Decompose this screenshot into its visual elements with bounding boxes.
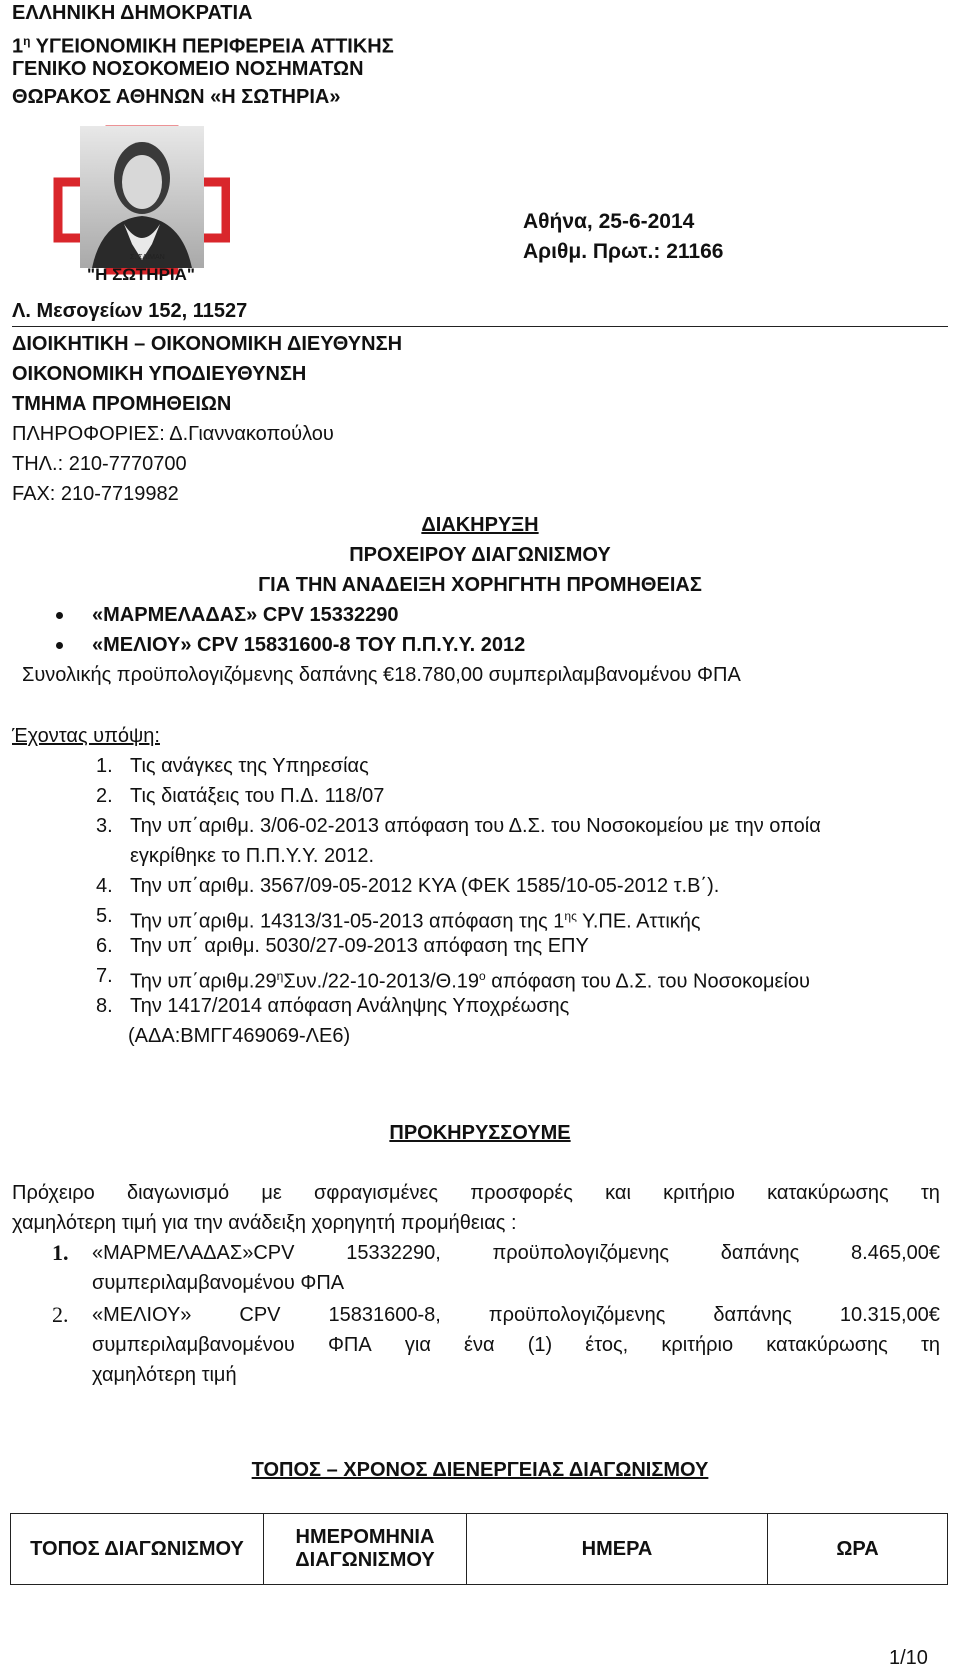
address-tel: ΤΗΛ.: 210-7770700 (12, 453, 187, 475)
word: συμπεριλαμβανομένου (92, 1334, 295, 1356)
word: για (404, 1334, 431, 1356)
word: «ΜΑΡΜΕΛΑΔΑΣ»CPV (92, 1242, 295, 1264)
proclaim-heading: ΠΡΟΚΗΡΥΣΣΟΥΜΕ (389, 1122, 571, 1144)
page-number: 1/10 (889, 1647, 928, 1669)
list-item: Την υπ΄ αριθμ. 5030/27-09-2013 απόφαση της ΕΠΥ (130, 935, 589, 957)
list-item-text: Την υπ΄αριθμ.29 (130, 970, 277, 993)
list-item-sup: η (276, 969, 284, 983)
word: ΦΠΑ (327, 1334, 372, 1356)
proclaim-intro-line-2: χαμηλότερη τιμή για την ανάδειξη χορηγητή προμήθειας : (12, 1212, 517, 1234)
list-item-num: 4. (96, 875, 113, 897)
address-info: ΠΛΗΡΟΦΟΡΙΕΣ: Δ.Γιαννακοπούλου (12, 423, 334, 445)
proclaim-item-2-num: 2. (52, 1302, 69, 1327)
proclaim-item-1-num: 1. (52, 1240, 69, 1265)
total-budget: Συνολικής προϋπολογιζόμενης δαπάνης €18.780,00 συμπεριλαμβανομένου ΦΠΑ (22, 664, 741, 686)
list-item-text: απόφαση του Δ.Σ. του Νοσοκομείου (485, 970, 810, 993)
list-item-num: 5. (96, 905, 113, 927)
word: 15831600-8, (328, 1304, 441, 1326)
address-dept-2: ΟΙΚΟΝΟΜΙΚΗ ΥΠΟΔΙΕΥΘΥΝΣΗ (12, 363, 307, 385)
logo-caption: "Η ΣΩΤΗΡΙΑ" (87, 265, 195, 284)
header-line-3: ΓΕΝΙΚΟ ΝΟΣΟΚΟΜΕΙΟ ΝΟΣΗΜΑΤΩΝ (12, 58, 364, 80)
address-fax: FAX: 210-7719982 (12, 483, 179, 505)
word: έτος, (585, 1334, 629, 1356)
word: CPV (239, 1304, 281, 1326)
list-item-num: 7. (96, 965, 113, 987)
list-item-num: 2. (96, 785, 113, 807)
document-date: Αθήνα, 25-6-2014 (523, 210, 695, 233)
header-ordinal-sup: η (23, 34, 31, 48)
title-subtitle-2: ΓΙΑ ΤΗΝ ΑΝΑΔΕΙΞΗ ΧΟΡΗΓΗΤΗ ΠΡΟΜΗΘΕΙΑΣ (258, 574, 702, 596)
word: με (261, 1182, 282, 1204)
word: τη (920, 1182, 940, 1204)
list-item-sup: ο (479, 969, 486, 983)
word: προσφορές (470, 1182, 573, 1204)
word: Πρόχειρο (12, 1182, 95, 1204)
venue-heading: ΤΟΠΟΣ – ΧΡΟΝΟΣ ΔΙΕΝΕΡΓΕΙΑΣ ΔΙΑΓΩΝΙΣΜΟΥ (251, 1459, 709, 1481)
header-divider (12, 326, 948, 327)
list-item-text: Συν./22-10-2013/Θ.19 (283, 970, 479, 993)
list-item-continuation: (ΑΔΑ:ΒΜΓΓ469069-ΛΕ6) (128, 1025, 351, 1047)
list-item-num: 1. (96, 755, 113, 777)
address-street: Λ. Μεσογείων 152, 11527 (12, 300, 248, 322)
list-item-continuation: εγκρίθηκε το Π.Π.Υ.Υ. 2012. (130, 845, 375, 867)
proclaim-item-1-line-2: συμπεριλαμβανομένου ΦΠΑ (92, 1272, 345, 1294)
considering-heading: Έχοντας υπόψη: (12, 725, 160, 747)
word: κριτήριο (661, 1334, 734, 1356)
address-dept-3: ΤΜΗΜΑ ΠΡΟΜΗΘΕΙΩΝ (12, 393, 232, 415)
column-header-time: ΩΡΑ (768, 1514, 948, 1585)
proclaim-item-1-line-1 (92, 1238, 940, 1268)
word: κριτήριο (663, 1182, 735, 1204)
header-ordinal: 1 (12, 35, 24, 58)
list-item-text: Υ.ΠΕ. Αττικής (576, 910, 701, 933)
column-header-venue: ΤΟΠΟΣ ΔΙΑΓΩΝΙΣΜΟΥ (11, 1514, 264, 1585)
word: 15332290, (346, 1242, 441, 1264)
word: (1) (527, 1334, 553, 1356)
list-item: Την υπ΄αριθμ. 3/06-02-2013 απόφαση του Δ.Σ. του Νοσοκομείου με την οποία (130, 815, 821, 837)
word: δαπάνης (720, 1242, 800, 1264)
header-line-1: ΕΛΛΗΝΙΚΗ ΔΗΜΟΚΡΑΤΙΑ (12, 2, 253, 24)
bullet-icon (56, 642, 63, 649)
word: διαγωνισμό (126, 1182, 230, 1204)
word: δαπάνης (713, 1304, 792, 1326)
word: και (605, 1182, 631, 1204)
header-line-4: ΘΩΡΑΚΟΣ ΑΘΗΝΩΝ «Η ΣΩΤΗΡΙΑ» (12, 86, 341, 108)
photo-caption: Σ. ΣΛΙΜΑΝ (130, 254, 165, 261)
list-item: Τις ανάγκες της Υπηρεσίας (130, 755, 369, 777)
word: τη (920, 1334, 940, 1356)
proclaim-intro-line-1 (12, 1178, 940, 1208)
word: «ΜΕΛΙΟΥ» (92, 1304, 192, 1326)
list-item: Την 1417/2014 απόφαση Ανάληψης Υποχρέωσης (130, 995, 570, 1017)
word: ένα (464, 1334, 495, 1356)
list-item-text: Την υπ΄αριθμ. 14313/31-05-2013 απόφαση της 1 (130, 910, 565, 933)
list-item: Την υπ΄αριθμ. 3567/09-05-2012 ΚΥΑ (ΦΕΚ 1585/10-05-2012 τ.Β΄). (130, 875, 720, 897)
venue-table (10, 1513, 948, 1585)
proclaim-item-2-line-3: χαμηλότερη τιμή (92, 1364, 237, 1386)
header-region: ΥΓΕΙΟΝΟΜΙΚΗ ΠΕΡΙΦΕΡΕΙΑ ΑΤΤΙΚΗΣ (30, 35, 394, 58)
list-item-sup: ης (564, 909, 577, 923)
word: σφραγισμένες (314, 1182, 439, 1204)
word: προϋπολογιζόμενης (492, 1242, 670, 1264)
list-item-num: 6. (96, 935, 113, 957)
bullet-item-1: «ΜΑΡΜΕΛΑΔΑΣ» CPV 15332290 (92, 604, 399, 626)
list-item-num: 3. (96, 815, 113, 837)
word: 10.315,00€ (839, 1304, 940, 1326)
word: 8.465,00€ (851, 1242, 940, 1264)
bullet-item-2: «ΜΕΛΙΟΥ» CPV 15831600-8 ΤΟΥ Π.Π.Υ.Υ. 2012 (92, 634, 526, 656)
document-title: ΔΙΑΚΗΡΥΞΗ (421, 514, 539, 536)
address-dept-1: ΔΙΟΙΚΗΤΙΚΗ – ΟΙΚΟΝΟΜΙΚΗ ΔΙΕΥΘΥΝΣΗ (12, 333, 403, 355)
table-header-row (11, 1514, 948, 1585)
column-header-date: ΗΜΕΡΟΜΗΝΙΑ ΔΙΑΓΩΝΙΣΜΟΥ (264, 1514, 467, 1585)
column-header-day: ΗΜΕΡΑ (467, 1514, 768, 1585)
word: προϋπολογιζόμενης (488, 1304, 666, 1326)
word: κατακύρωσης (766, 1334, 888, 1356)
protocol-number: Αριθμ. Πρωτ.: 21166 (523, 240, 724, 263)
word: κατακύρωσης (767, 1182, 889, 1204)
list-item: Τις διατάξεις του Π.Δ. 118/07 (130, 785, 385, 807)
list-item-num: 8. (96, 995, 113, 1017)
proclaim-item-2-line-2 (92, 1330, 940, 1360)
bullet-icon (56, 612, 63, 619)
proclaim-item-2-line-1 (92, 1300, 940, 1330)
hospital-logo (52, 120, 230, 284)
title-subtitle-1: ΠΡΟΧΕΙΡΟΥ ΔΙΑΓΩΝΙΣΜΟΥ (349, 544, 611, 566)
